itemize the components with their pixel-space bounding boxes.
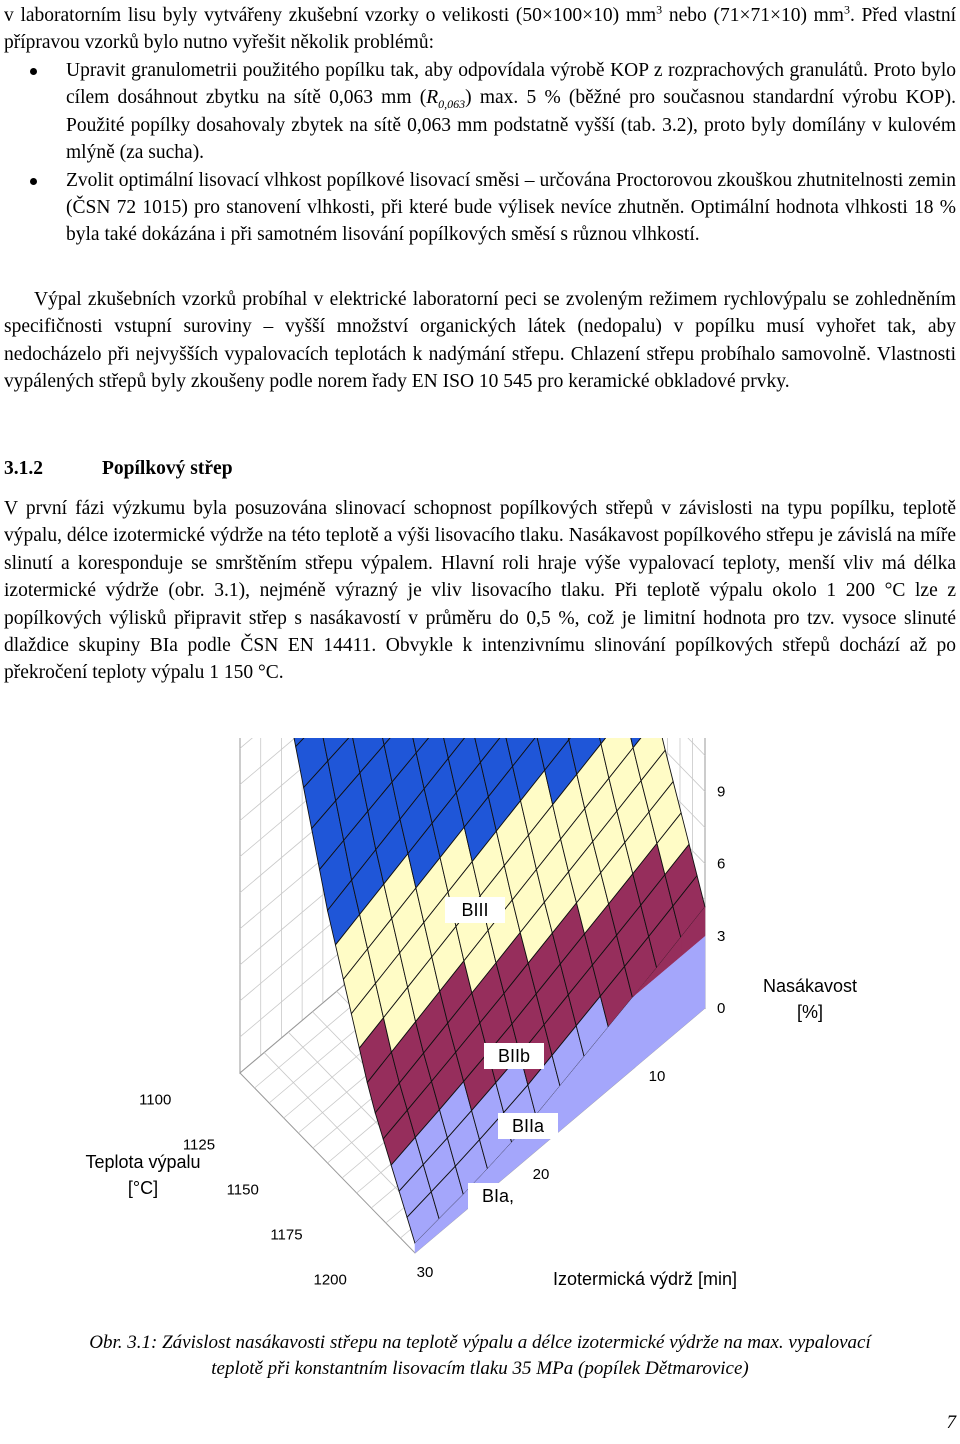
section-number: 3.1.2 [4, 458, 43, 479]
z-tick-label: 3 [717, 927, 726, 945]
z-tick-label: 0 [717, 1000, 726, 1017]
caption-line-2: teplotě při konstantním lisovacím tlaku 35 MPa (popílek Dětmarovice) [211, 1358, 749, 1379]
z-axis-title: Nasákavost [762, 976, 858, 996]
zone-label: BIa, [481, 1186, 515, 1206]
section-title: Popílkový střep [102, 458, 233, 479]
temp-tick-label: 1200 [313, 1271, 347, 1289]
temp-tick-label: 1150 [226, 1181, 259, 1199]
firing-paragraph: Výpal zkušebních vzorků probíhal v elektrické laboratorní peci se zvoleným režimem rychlovýpalu se zohledněním specifičnosti vstupní suroviny – vyšší množství organických látek (nedopalu) v popílku musí vyhořet tak, aby nedocházelo při nejvyšších vypalovacích teplotách k nadýmání střepu. Chlazení střepu probíhalo samovolně. Vlastnosti vypálených střepů byly zkoušeny podle norem řady EN ISO 10 545 pro keramické obkladové prvky. [4, 289, 956, 393]
temp-tick-label: 1125 [182, 1136, 216, 1154]
bullet-icon [30, 68, 37, 75]
bullet-icon [30, 178, 37, 185]
hold-tick-label: 20 [532, 1166, 550, 1183]
list-item: Zvolit optimální lisovací vlhkost popílkové lisovací směsi – určována Proctorovou zkouškou zhutnitelnosti zemin (ČSN 72 1015) pro stanovení vlhkosti, při které bude výlisek nevíce zhutněn. Optimální hodnota vlhkosti 18 % byla také dokázána i při samotném lisování popílkových směsí s různou vlhkostí. [4, 167, 956, 249]
z-axis-title: [%] [796, 1002, 824, 1022]
section-paragraph: V první fázi výzkumu byla posuzována slinovací schopnost popílkových střepů v závislosti na typu popílku, teplotě výpalu, délce izotermické výdrže na této teplotě a výši lisovacího tlaku. Nasákavost popílkového střepu je závislá na míře slinutí a koresponduje se smrštěním střepu výpalem. Hlavní roli hraje výše vypalovací teploty, menší vliv má délka izotermické výdrže (obr. 3.1), nejméně výrazný je vliv lisovacího tlaku. Při teplotě výpalu okolo 1 200 °C lze z popílkových výlisků připravit střep s nasákavostí v průměru do 0,5 %, což je limitní hodnota pro tzv. vysoce slinuté dlaždice skupiny BIa podle ČSN EN 14411. Obvykle k intenzivnímu slinování popílkových střepů dochází až po překročení teploty výpalu 1 150 °C. [4, 498, 956, 684]
temp-axis-title: [°C] [127, 1178, 159, 1198]
hold-tick-label: 30 [416, 1264, 434, 1281]
caption-line-1: Obr. 3.1: Závislost nasákavosti střepu na teplotě výpalu a délce izotermické výdrže na max. vypalovací [89, 1332, 871, 1353]
figure-caption [0, 1330, 960, 1382]
page-number: 7 [946, 1412, 956, 1433]
hold-tick-label: 10 [648, 1068, 666, 1085]
zone-label: BIIb [497, 1046, 531, 1066]
z-tick-label: 6 [717, 855, 726, 873]
zone-label: BIII [461, 900, 489, 920]
temp-axis-title: Teplota výpalu [85, 1152, 201, 1172]
intro-paragraph: v laboratorním lisu byly vytvářeny zkušební vzorky o velikosti (50×100×10) $mm^3$ nebo (71×71×10) $mm^3$. Před vlastní přípravou vzorků bylo nutno vyřešit několik problémů: [4, 2, 956, 54]
z-tick-label: 9 [717, 783, 726, 801]
surface-chart [0, 738, 960, 1328]
section-heading [4, 456, 233, 482]
hold-axis-title: Izotermická výdrž [min] [552, 1269, 738, 1289]
temp-tick-label: 1100 [139, 1091, 172, 1109]
list-item: Upravit granulometrii použitého popílku tak, aby odpovídala výrobě KOP z rozprachových granulátů. Proto bylo cílem dosáhnout zbytku na sítě 0,063 mm $(R_{0,063})$ max. 5 % (běžné pro současnou standardní výrobu KOP). Použité popílky dosahovaly zbytek na sítě 0,063 mm podstatně vyšší (tab. 3.2), proto byly domílány v kulovém mlýně (za sucha). [4, 57, 956, 167]
zone-label: BIIa [511, 1116, 545, 1136]
temp-tick-label: 1175 [270, 1226, 303, 1244]
requirements-list [4, 57, 956, 249]
